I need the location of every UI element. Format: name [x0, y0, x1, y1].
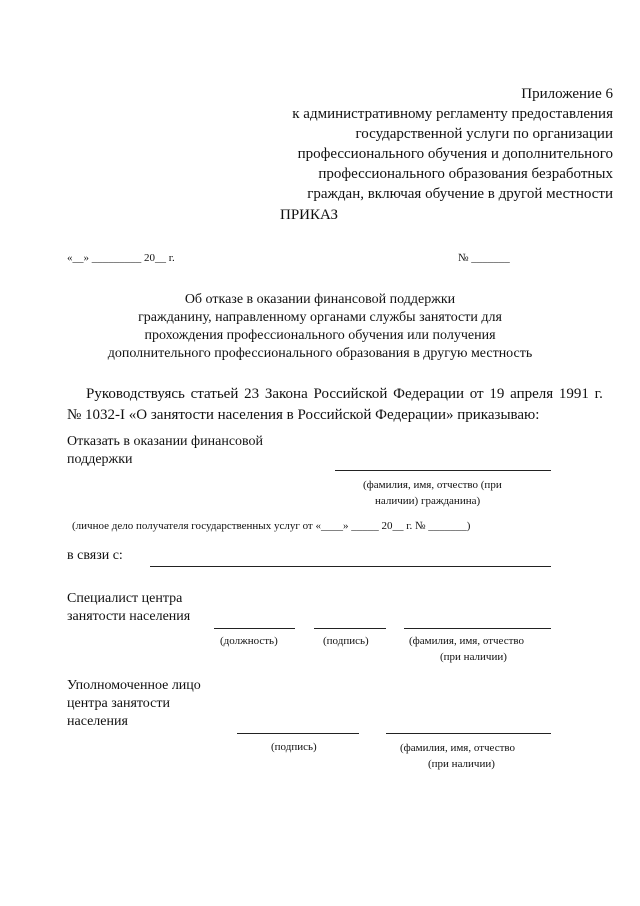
- reason-label: в связи с:: [67, 548, 123, 563]
- specialist-name-caption-1: (фамилия, имя, отчество: [409, 635, 525, 647]
- subject-line: гражданину, направленному органами службы занятости для: [138, 310, 502, 325]
- citizen-name-underline: [335, 470, 551, 471]
- specialist-position-underline: [214, 628, 295, 629]
- subject-block: [40, 291, 600, 363]
- specialist-position-caption: (должность): [220, 635, 278, 647]
- citizen-name-caption-1: (фамилия, имя, отчество (при: [363, 479, 502, 491]
- authorized-label-line-3: населения: [67, 714, 128, 729]
- personal-file-line: (личное дело получателя государственных услуг от «____» _____ 20__ г. № _______): [72, 520, 471, 532]
- specialist-signature-caption: (подпись): [323, 635, 369, 647]
- authorized-label-line-2: центра занятости: [67, 696, 170, 711]
- authorized-signature-caption: (подпись): [271, 741, 317, 753]
- appendix-line: к административному регламенту предоставления: [292, 106, 613, 122]
- appendix-line: профессионального обучения и дополнительного: [297, 146, 613, 162]
- subject-line: Об отказе в оказании финансовой поддержки: [184, 292, 456, 307]
- number-line: № _______: [458, 252, 510, 264]
- citizen-name-caption-2: наличии) гражданина): [375, 495, 481, 507]
- preamble-line-2: № 1032-I «О занятости населения в Российской Федерации» приказываю:: [67, 407, 540, 423]
- specialist-label-line-1: Специалист центра: [67, 591, 183, 606]
- date-line: «__» _________ 20__ г.: [67, 252, 175, 264]
- specialist-name-caption-2: (при наличии): [440, 651, 507, 663]
- preamble-line-1: Руководствуясь статьей 23 Закона Российской Федерации от 19 апреля 1991 г.: [86, 386, 603, 402]
- subject-line: прохождения профессионального обучения или получения: [144, 328, 496, 343]
- reason-underline: [150, 566, 551, 567]
- refuse-label-line-1: Отказать в оказании финансовой: [67, 434, 264, 449]
- appendix-line: профессионального образования безработных: [318, 166, 613, 182]
- authorized-name-caption-1: (фамилия, имя, отчество: [400, 742, 516, 754]
- appendix-line: граждан, включая обучение в другой местности: [307, 186, 613, 202]
- authorized-signature-underline: [237, 733, 359, 734]
- specialist-label-line-2: занятости населения: [67, 609, 191, 624]
- specialist-name-underline: [404, 628, 551, 629]
- authorized-label-line-1: Уполномоченное лицо: [67, 678, 201, 693]
- specialist-signature-underline: [314, 628, 386, 629]
- authorized-name-underline: [386, 733, 551, 734]
- refuse-label-line-2: поддержки: [67, 452, 133, 467]
- subject-line: дополнительного профессионального образования в другую местность: [107, 346, 533, 361]
- appendix-block: [292, 84, 613, 204]
- authorized-name-caption-2: (при наличии): [428, 758, 495, 770]
- document-title: ПРИКАЗ: [280, 207, 338, 223]
- appendix-line: Приложение 6: [521, 86, 613, 102]
- appendix-line: государственной услуги по организации: [355, 126, 613, 142]
